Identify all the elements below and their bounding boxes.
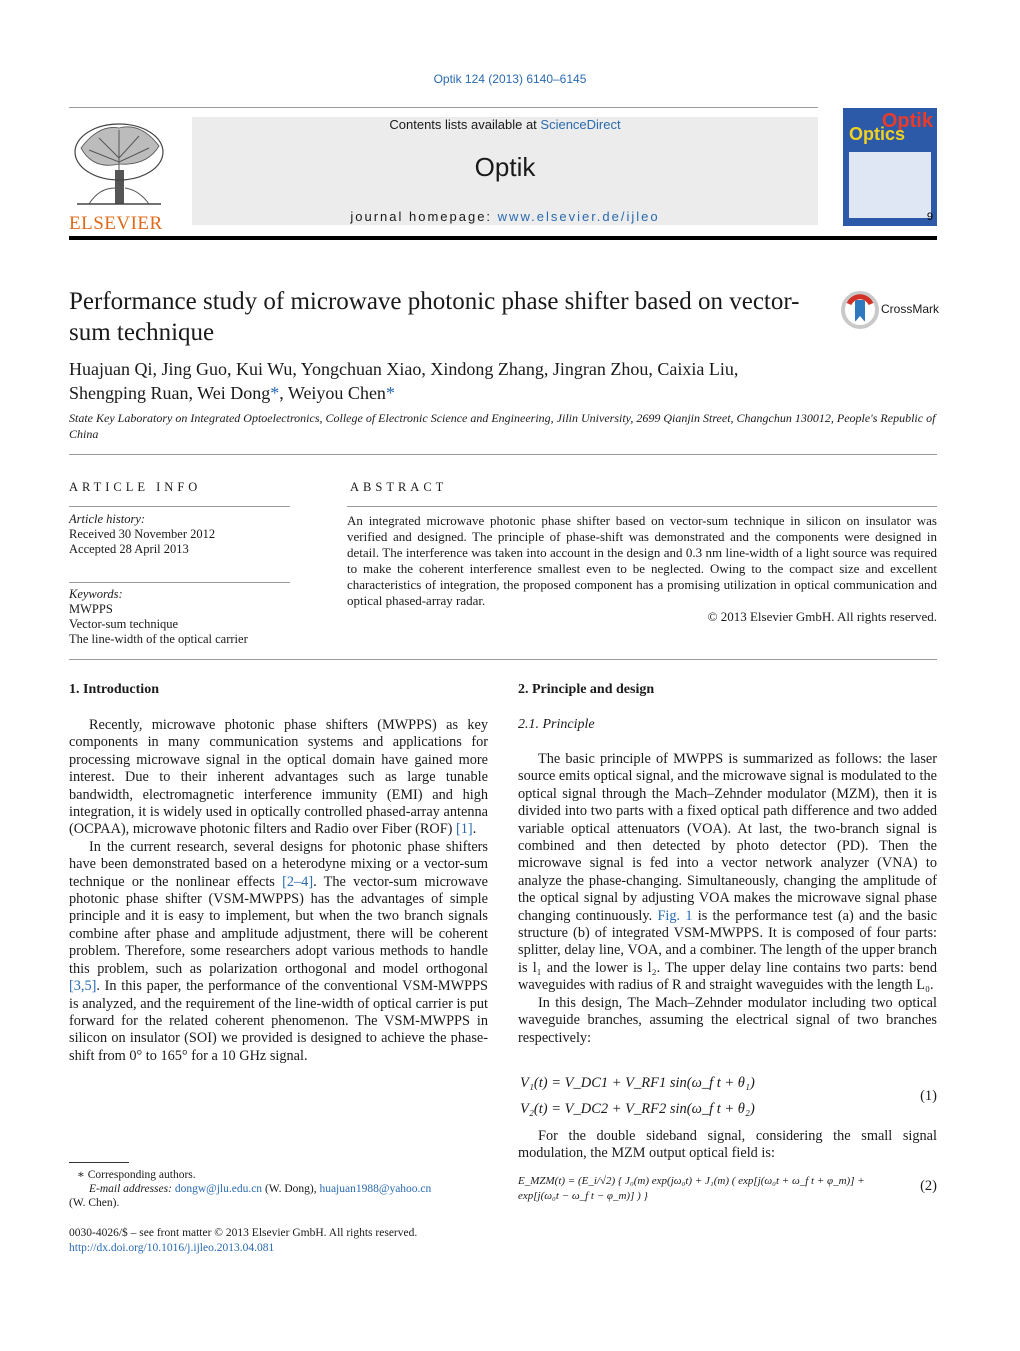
elsevier-tree-icon xyxy=(69,118,169,210)
homepage-line xyxy=(192,209,818,224)
affiliation: State Key Laboratory on Integrated Optoelectronics, College of Electronic Science and Engineering, Jilin University, 2699 Qianjin Street, Changchun 130012, People's Republic of China xyxy=(69,411,936,441)
corresponding-mark-1[interactable]: * xyxy=(270,383,280,403)
intro-paragraph-2 xyxy=(69,839,488,1065)
article-info-heading: ARTICLE INFO xyxy=(69,480,202,494)
footnote xyxy=(69,1168,499,1210)
equation-2-body: E_MZM(t) = (E_i/√2) { J₀(m) exp(jω₀t) + J₁(m) ( exp[j(ω₀t + ω_f t + φ_m)] + exp[j(ω₀t − ω_f t − φ_m)] ) } xyxy=(518,1175,865,1202)
footnote-rule xyxy=(69,1162,129,1163)
homepage-prefix: journal homepage: xyxy=(350,209,498,224)
elsevier-logo xyxy=(69,118,169,234)
principle-heading: 2. Principle and design xyxy=(518,682,655,697)
email-link-dong[interactable]: dongw@jlu.edu.cn xyxy=(174,1183,263,1195)
header-top-rule xyxy=(69,107,818,108)
footnote-corresponding-text: Corresponding authors. xyxy=(87,1169,196,1181)
abstract-rule xyxy=(347,506,937,507)
crossmark-label: CrossMark xyxy=(881,302,940,316)
principle-paragraph-3: For the double sideband signal, considering the small signal modulation, the MZM output optical field is: xyxy=(518,1128,937,1162)
authors-line-2b: , Weiyou Chen xyxy=(279,383,386,403)
keyword-item: MWPPS xyxy=(69,602,113,616)
accepted-date: Accepted 28 April 2013 xyxy=(69,542,189,556)
publisher-name: ELSEVIER xyxy=(69,213,163,234)
doi-link[interactable]: http://dx.doi.org/10.1016/j.ijleo.2013.04.081 xyxy=(69,1242,275,1254)
cover-title-optik: Optik xyxy=(881,110,933,132)
footnote-corresponding xyxy=(69,1168,499,1182)
contents-line xyxy=(192,117,818,132)
authors-line-2 xyxy=(69,381,829,405)
keywords-label: Keywords: xyxy=(69,587,123,601)
footnote-star: ∗ xyxy=(77,1169,85,1181)
article-history xyxy=(69,512,290,557)
intro-p2-text-a: In the current research, several designs for photonic phase shifters have been demonstrated based on a heterodyne mixing or a vector-sum technique or the nonlinear effects xyxy=(69,838,488,890)
citation-link[interactable]: [2–4] xyxy=(282,873,314,890)
abstract-copyright: © 2013 Elsevier GmbH. All rights reserved. xyxy=(707,609,937,624)
abstract-text: An integrated microwave photonic phase shifter based on vector-sum technique in silicon on insulator was verified and designed. The principle of phase-shift was demonstrated and the components were designed in detail. The interference was taken into account in the design and 0.3 nm line-width of a light source was required to make the coherent interference smallest even to be neglected. Owing to the compact size and excellent characteristics of integration, the proposed component has a promising utilization in optical communication and optical phased-array radar. xyxy=(347,513,937,608)
contents-prefix: Contents lists available at xyxy=(389,117,541,132)
homepage-link[interactable]: www.elsevier.de/ijleo xyxy=(497,209,660,224)
issn-block xyxy=(69,1226,519,1256)
equation-2-number: (2) xyxy=(920,1178,937,1194)
principle-paragraph-1 xyxy=(518,751,937,995)
intro-heading: 1. Introduction xyxy=(69,682,159,697)
keywords-block xyxy=(69,587,290,647)
equation-1 xyxy=(518,1075,937,1119)
authors-line-1: Huajuan Qi, Jing Guo, Kui Wu, Yongchuan Xiao, Xindong Zhang, Jingran Zhou, Caixia Liu, xyxy=(69,359,739,379)
cover-title-optics: Optics xyxy=(849,124,906,144)
email-label: E-mail addresses: xyxy=(89,1183,175,1195)
abstract-bottom-rule xyxy=(69,659,937,660)
keywords-rule xyxy=(69,582,290,583)
footnote-emails xyxy=(69,1182,499,1196)
principle-paragraph-3-wrap xyxy=(518,1128,937,1163)
issn-line: 0030-4026/$ – see front matter © 2013 Elsevier GmbH. All rights reserved. xyxy=(69,1227,418,1239)
crossmark-icon xyxy=(841,290,879,330)
email-who-dong: (W. Dong), xyxy=(262,1183,320,1195)
intro-p1-text: Recently, microwave photonic phase shifters (MWPPS) as key components in many communication systems and applications for processing microwave signal in the optical domain have gained more interest. Due to their inherent advantages such as large tunable bandwidth, electromagnetic interference immunity (EMI) and high integration, it is widely used in optically controlled phased-array antenna (OCPAA), microwave photonic filters and Radio over Fiber (ROF) xyxy=(69,717,488,838)
figure-link[interactable]: Fig. 1 xyxy=(657,907,693,924)
journal-citation[interactable]: Optik 124 (2013) 6140–6145 xyxy=(433,72,587,86)
principle-body xyxy=(518,751,937,1047)
email-who-chen: (W. Chen). xyxy=(69,1197,120,1209)
abstract-body xyxy=(347,513,937,625)
citation-link[interactable]: [1] xyxy=(456,821,473,838)
author-list xyxy=(69,357,829,405)
journal-cover[interactable] xyxy=(843,108,937,226)
intro-p1-end: . xyxy=(472,821,477,838)
principle-p1-text-a: The basic principle of MWPPS is summarized as follows: the laser source emits optical signal, and the microwave signal is modulated to the optical signal through the Mach–Zehnder modulator (MZM), then it is divided into two parts with a fixed optical path difference and two added variable optical attenuators (VOA). At last, the two-branch signal is combined and then detected by photo detector (PD). Then the microwave signal is fed into a vector network analyzer (VNA) to analyze the phase-changing. Simultaneously, changing the amplitude of the optical signal by adjusting VOA makes the microwave signal phase changing continuously. xyxy=(518,751,937,924)
sciencedirect-link[interactable]: ScienceDirect xyxy=(540,117,621,132)
principle-p1-text-b: is the performance test (a) and the basic structure (b) of integrated VSM-MWPPS. It is composed of four parts: splitter, delay line, VOA, and a combiner. The length of the upper branch is l₁ and the lower is l₂. The upper delay line contains two parts: bend waveguides with radius of R and straight waveguides with the length L₀. xyxy=(518,907,937,994)
equation-1-number: (1) xyxy=(920,1088,937,1104)
equation-2 xyxy=(518,1170,937,1210)
abstract-heading: ABSTRACT xyxy=(350,480,448,494)
principle-subheading: 2.1. Principle xyxy=(518,717,595,732)
intro-body xyxy=(69,717,488,1065)
keyword-item: Vector-sum technique xyxy=(69,617,179,631)
affiliation-rule xyxy=(69,454,937,455)
header-bottom-rule xyxy=(69,236,937,240)
journal-name: Optik xyxy=(474,152,536,182)
crossmark-badge[interactable] xyxy=(841,290,939,330)
keyword-item: The line-width of the optical carrier xyxy=(69,632,248,646)
equation-1b: V₂(t) = V_DC2 + V_RF2 sin(ω_f t + θ₂) xyxy=(520,1101,755,1117)
article-title: Performance study of microwave photonic phase shifter based on vector-sum technique xyxy=(69,288,800,346)
received-date: Received 30 November 2012 xyxy=(69,527,216,541)
equation-1a: V₁(t) = V_DC1 + V_RF1 sin(ω_f t + θ₁) xyxy=(520,1075,755,1091)
intro-p2-text-c: . In this paper, the performance of the conventional VSM-MWPPS is analyzed, and the requirement of the line-width of optical carrier is put forward for the related coherent phenomenon. The VSM-MWPPS in silicon on insulator (SOI) we provided is designed to achieve the phase-shift from 0° to 165° for a 10 GHz signal. xyxy=(69,978,488,1064)
email-link-chen[interactable]: huajuan1988@yahoo.cn xyxy=(319,1183,432,1195)
citation-link[interactable]: [3,5] xyxy=(69,978,97,995)
corresponding-mark-2[interactable]: * xyxy=(385,383,395,403)
history-label: Article history: xyxy=(69,512,146,526)
article-info-rule xyxy=(69,506,290,507)
authors-line-2a: Shengping Ruan, Wei Dong xyxy=(69,383,271,403)
cover-content-box xyxy=(849,152,931,218)
cover-issue: 9 xyxy=(926,211,933,223)
intro-paragraph-1 xyxy=(69,717,488,839)
principle-paragraph-2: In this design, The Mach–Zehnder modulator including two optical waveguide branches, assuming the electrical signal of two branches respectively: xyxy=(518,994,937,1046)
intro-p2-text-b: . The vector-sum microwave photonic phase shifter (VSM-MWPPS) has the advantages of simple principle and it is easy to implement, but when the two branch signals combine after phase and amplitude adjustment, there will be coherent problem. Therefore, some researchers adopt various methods to handle this problem, such as polarization orthogonal and model orthogonal xyxy=(69,873,488,977)
